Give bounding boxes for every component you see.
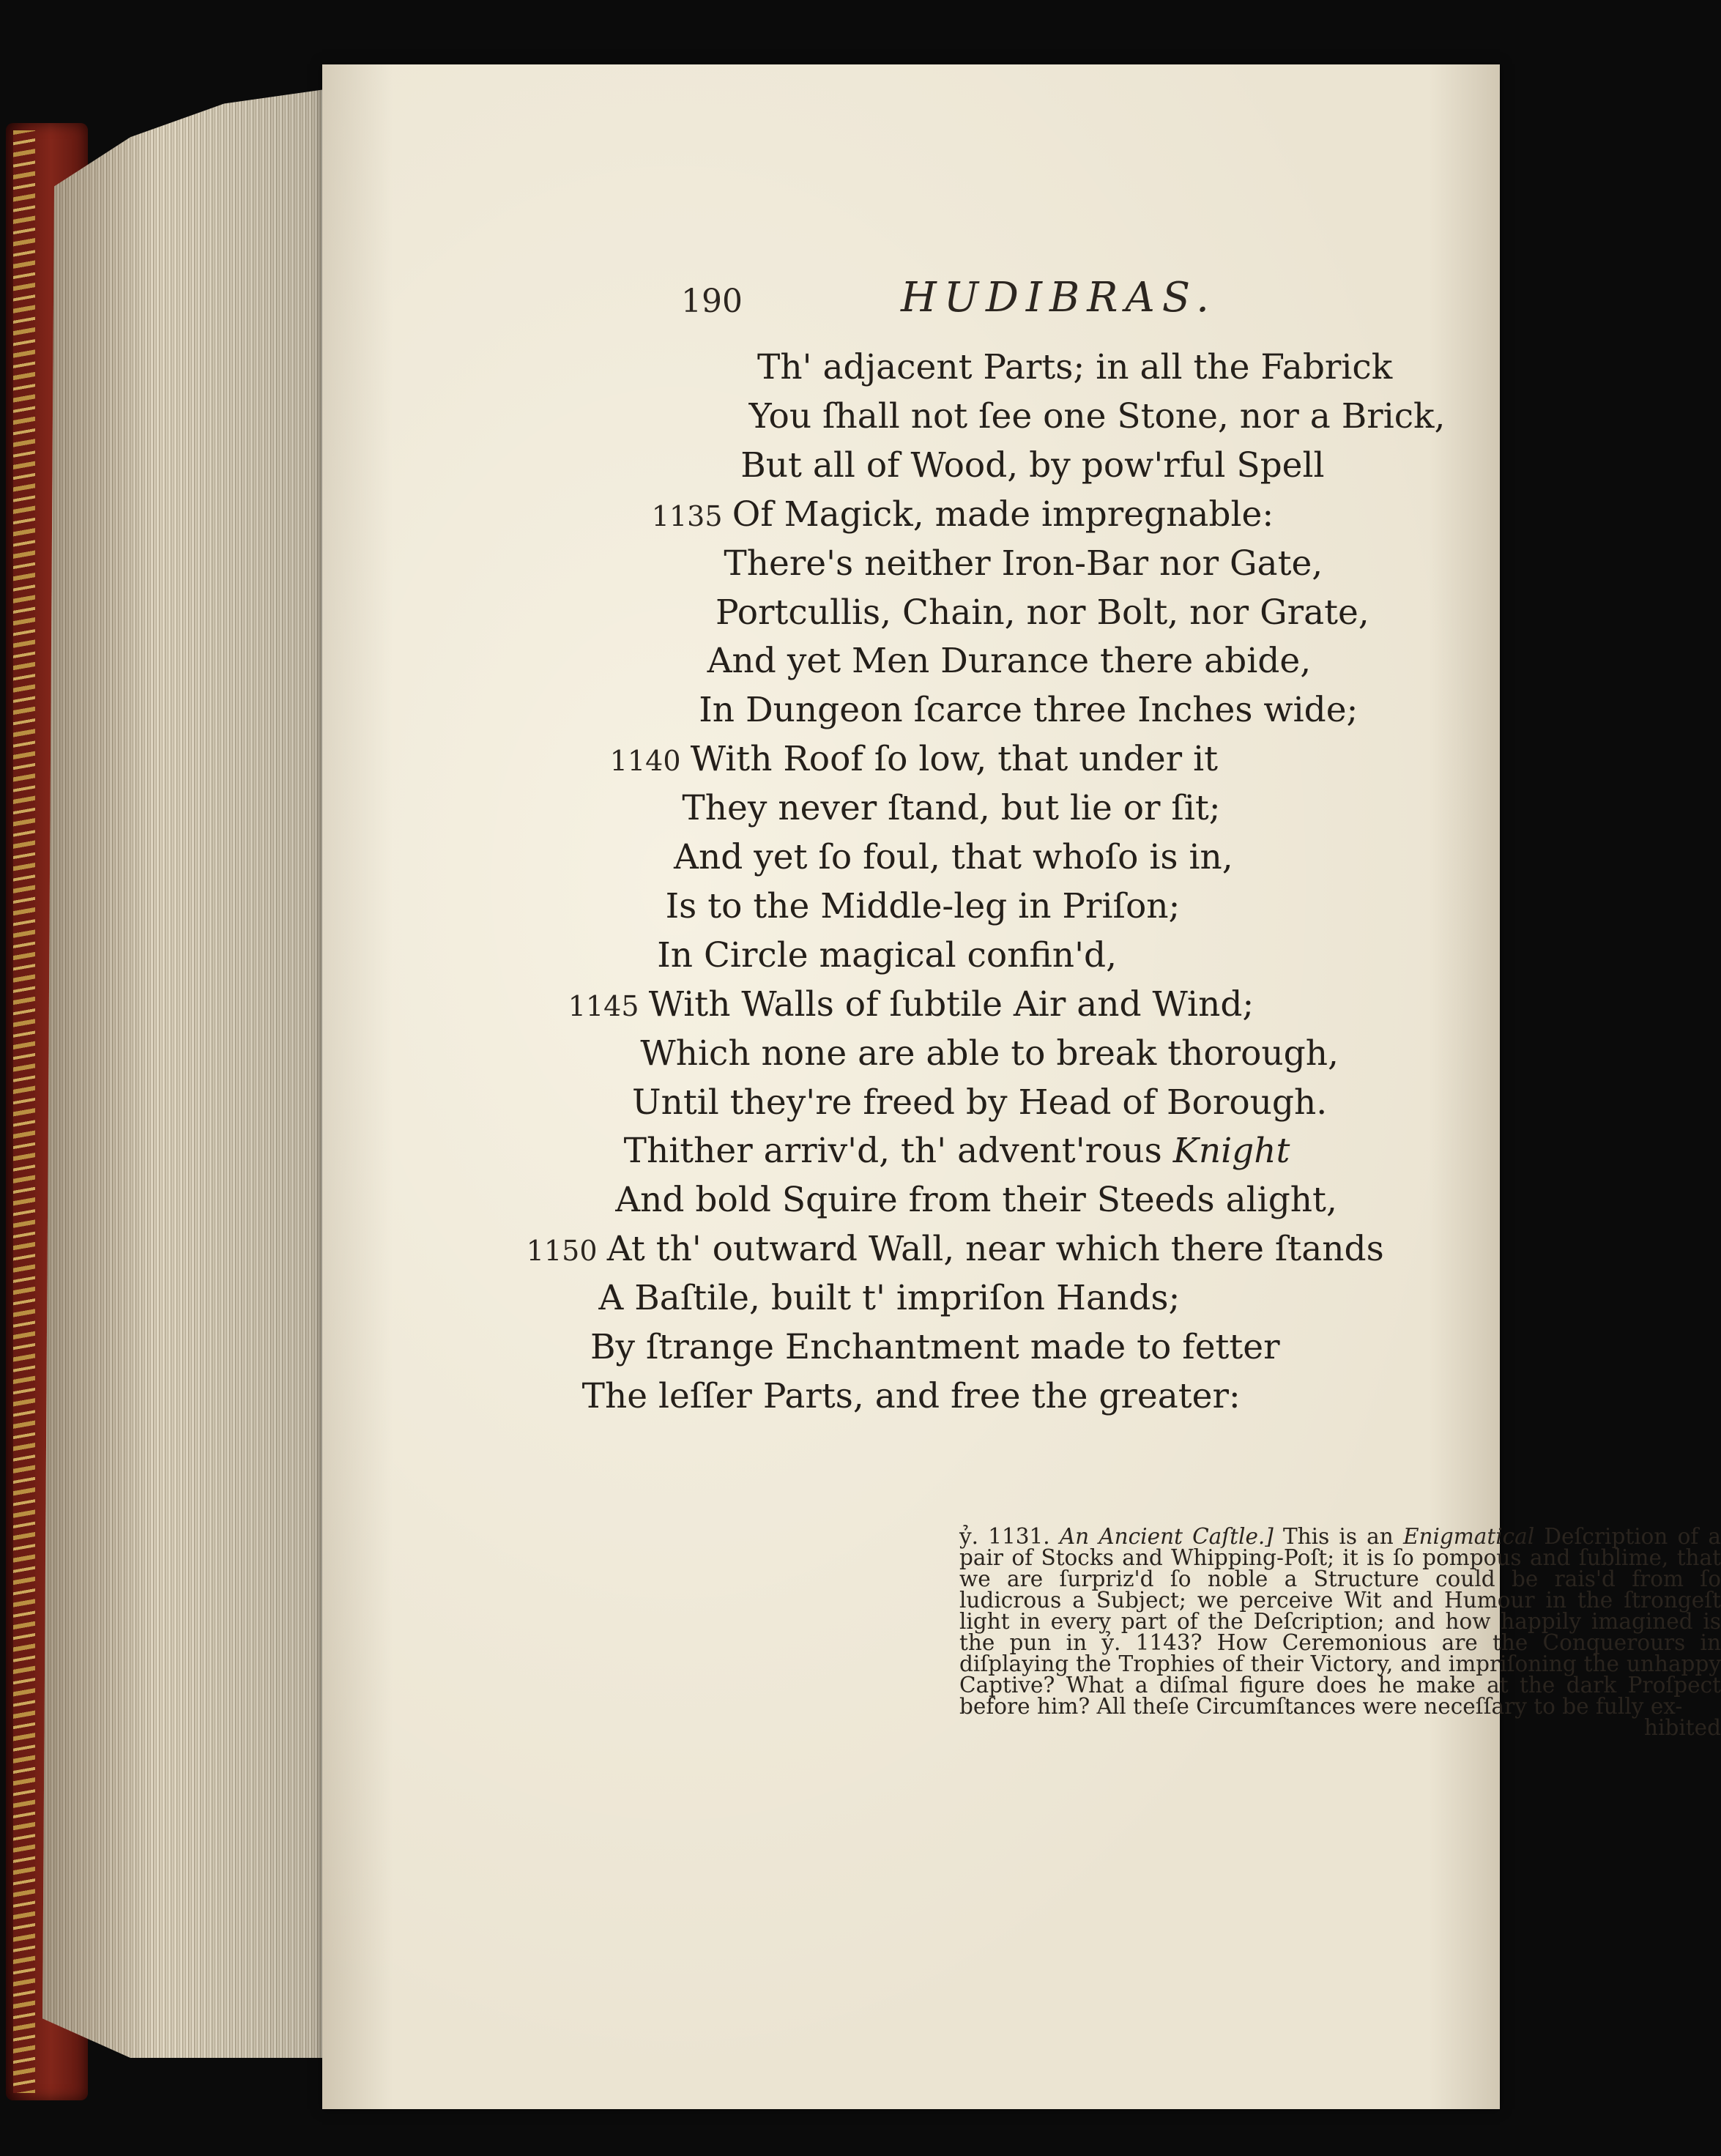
footnote-enigmatical: Enigmatical bbox=[1402, 1524, 1535, 1549]
verse-text: With Walls of ſubtile Air and Wind; bbox=[648, 984, 1254, 1025]
footnote-lemma: An Ancient Caſtle.] bbox=[1059, 1524, 1274, 1549]
page-number: 190 bbox=[681, 283, 743, 320]
verse-text: In Circle magical confin'd, bbox=[657, 934, 1118, 975]
line-number: 1135 bbox=[651, 499, 723, 532]
verse-line bbox=[666, 886, 1181, 926]
page-text-block bbox=[322, 64, 1721, 2109]
verse-text: Is to the Middle-leg in Priſon; bbox=[665, 885, 1181, 926]
running-head: HUDIBRAS. bbox=[901, 274, 1216, 321]
verse-text: You ſhall not ſee one Stone, nor a Brick, bbox=[748, 395, 1446, 436]
verse-text: Which none are able to break thorough, bbox=[640, 1033, 1339, 1074]
verse-text: Portcullis, Chain, nor Bolt, nor Grate, bbox=[715, 592, 1369, 633]
verse-line bbox=[757, 347, 1392, 387]
verse-line bbox=[624, 1131, 1290, 1171]
verse-text: And bold Squire from their Steeds alight, bbox=[615, 1180, 1337, 1221]
verse-line bbox=[607, 1229, 1384, 1269]
footnote-text-2: Deſcription of a pair of Stocks and Whipping-Poſt; it is ſo pompous and ſublime, that we are ſurpriz'd ſo noble a Structure could be rais'd from ſo ludicrous a Subject; we perceive Wit and Humour in the ſtrongeſt light in every part of the Deſcription; and how happily imagined is the pun in ỷ. 1143? How Ceremonious are the Conquerours in diſplaying the Trophies of their Victory, and impriſoning the unhappy Captive? What a diſmal figure does he make at the dark Proſpect before him? All theſe Circumſtances were neceſſary to be fully ex- bbox=[959, 1524, 1721, 1719]
verse-line bbox=[740, 445, 1324, 486]
verse-text: Until they're freed by Head of Borough. bbox=[632, 1082, 1328, 1123]
verse-line bbox=[691, 739, 1218, 779]
verse-line bbox=[707, 641, 1312, 681]
verse-text: Thither arriv'd, th' advent'rous bbox=[623, 1131, 1162, 1172]
catchword: hibited bbox=[1644, 1715, 1721, 1740]
verse-line bbox=[615, 1180, 1337, 1220]
verse-text: There's neither Iron-Bar nor Gate, bbox=[724, 543, 1323, 584]
verse-line bbox=[749, 396, 1446, 436]
book-page bbox=[322, 64, 1721, 2109]
verse-line bbox=[582, 1376, 1241, 1416]
verse-line bbox=[674, 837, 1233, 877]
verse-italic: Knight bbox=[1172, 1131, 1290, 1172]
verse-line bbox=[699, 690, 1358, 730]
verse-line bbox=[732, 494, 1274, 535]
line-number: 1150 bbox=[526, 1235, 598, 1268]
gilt-tooling bbox=[13, 130, 35, 2093]
verse-text: At th' outward Wall, near which there ſtands bbox=[606, 1229, 1384, 1270]
verse-text: In Dungeon ſcarce three Inches wide; bbox=[699, 690, 1358, 731]
verse-text: Of Magick, made impregnable: bbox=[732, 494, 1274, 535]
verse-text: But all of Wood, by pow'rful Spell bbox=[740, 445, 1325, 486]
page-edges bbox=[42, 88, 335, 2058]
verse-line bbox=[632, 1082, 1327, 1123]
verse-line bbox=[657, 935, 1117, 975]
line-number: 1140 bbox=[609, 745, 681, 778]
verse-text: By ſtrange Enchantment made to fetter bbox=[590, 1327, 1280, 1367]
verse-line bbox=[682, 788, 1220, 828]
verse-text: With Roof ſo low, that under it bbox=[690, 739, 1218, 780]
footnote bbox=[959, 1526, 1721, 1739]
verse-text: And yet Men Durance there abide, bbox=[707, 641, 1312, 682]
verse-text: And yet ſo foul, that whoſo is in, bbox=[674, 837, 1233, 877]
footnote-text-1: This is an bbox=[1273, 1524, 1403, 1549]
verse-text: The leſſer Parts, and free the greater: bbox=[581, 1375, 1241, 1416]
verse-text: Th' adjacent Parts; in all the Fabrick bbox=[757, 347, 1393, 387]
line-number: 1145 bbox=[568, 989, 639, 1022]
verse-line bbox=[715, 592, 1369, 633]
verse-line bbox=[640, 1033, 1339, 1074]
verse-line bbox=[598, 1278, 1180, 1318]
verse-line bbox=[649, 984, 1254, 1025]
verse-text: A Baſtile, built t' impriſon Hands; bbox=[598, 1278, 1181, 1319]
verse-line bbox=[724, 543, 1323, 584]
footnote-ref: ỷ. 1131. bbox=[959, 1524, 1050, 1549]
verse-line bbox=[590, 1327, 1280, 1367]
verse-text: They never ſtand, but lie or ſit; bbox=[682, 788, 1221, 829]
